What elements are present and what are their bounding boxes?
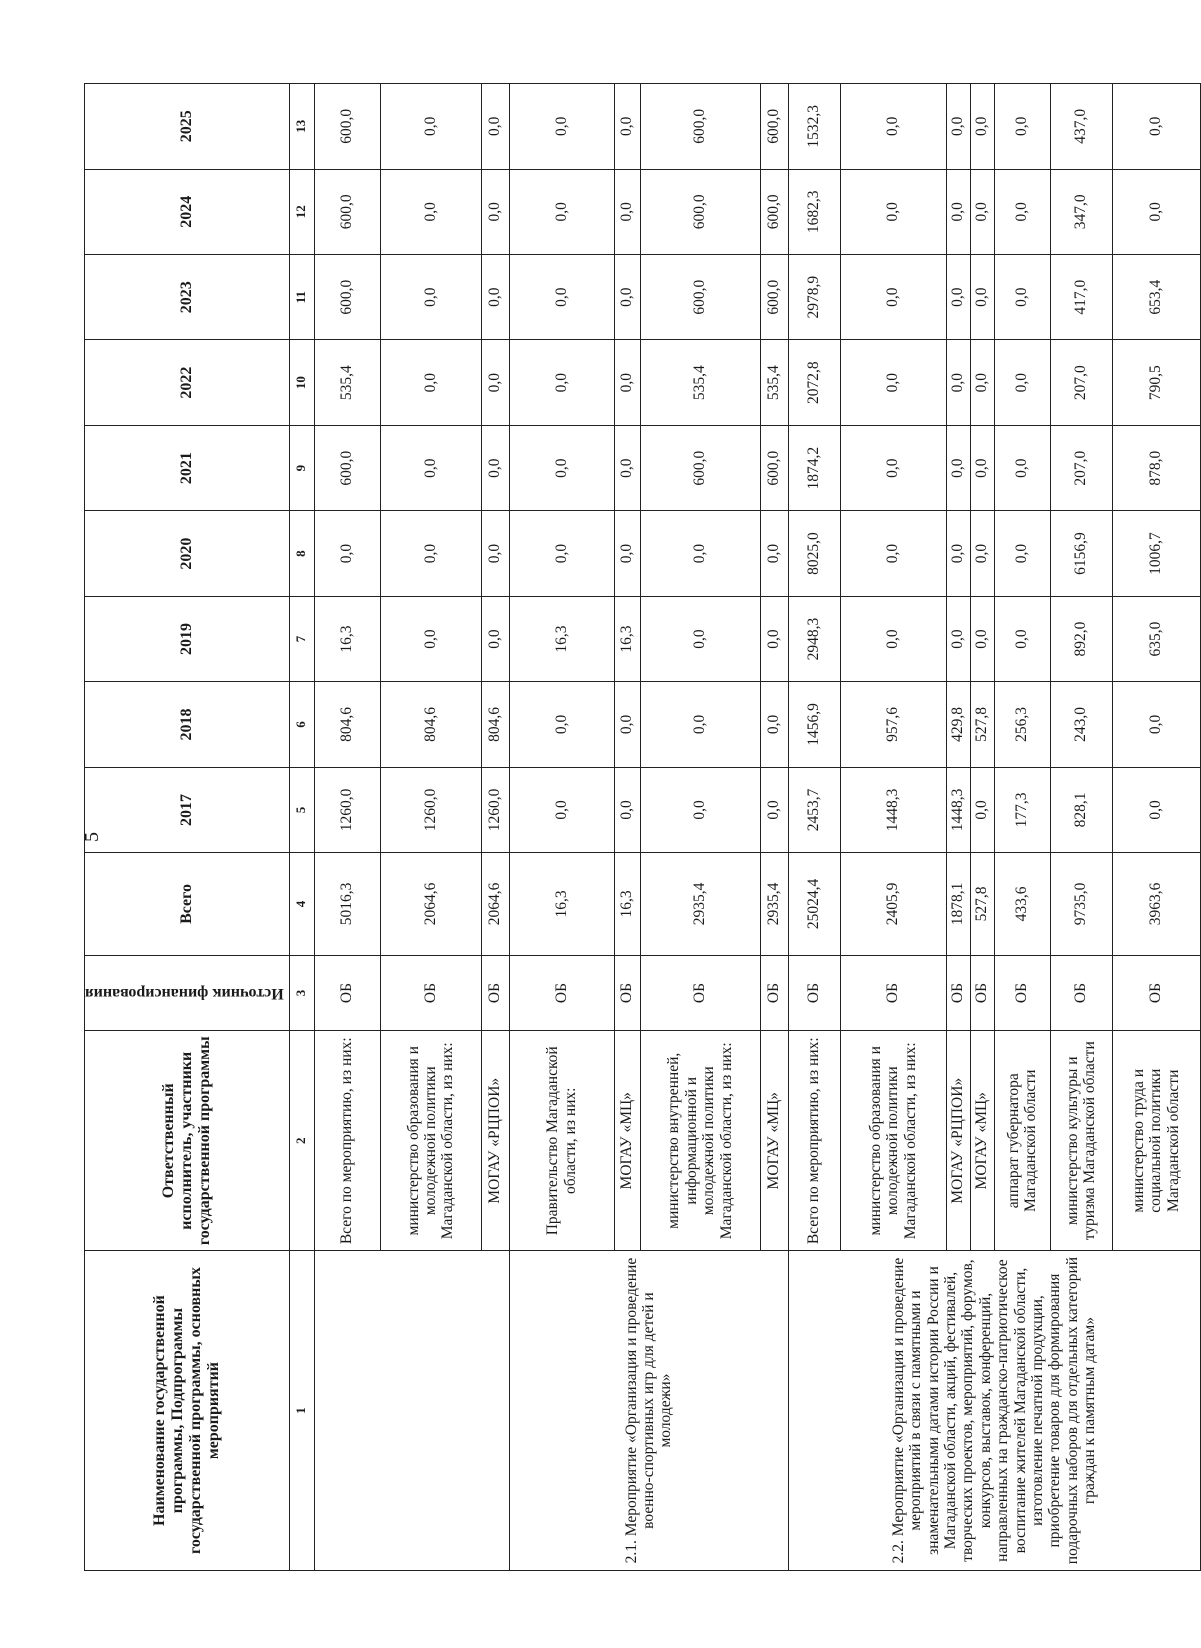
year-value-cell: 804,6 (380, 682, 481, 767)
year-value-cell: 0,0 (1112, 767, 1200, 852)
total-cell: 1878,1 (946, 853, 970, 956)
responsible-cell: министерство культуры и туризма Магаданской области (1050, 1031, 1112, 1251)
source-cell: ОБ (614, 955, 640, 1031)
rotated-table-container (84, 83, 1182, 1571)
year-value-cell: 0,0 (994, 254, 1050, 339)
year-value-cell: 0,0 (509, 84, 614, 170)
year-value-cell: 1682,3 (788, 169, 840, 254)
year-value-cell: 0,0 (640, 682, 760, 767)
year-value-cell: 1532,3 (788, 84, 840, 170)
header-year: 2024 (85, 169, 290, 254)
year-value-cell: 8025,0 (788, 511, 840, 596)
year-value-cell: 0,0 (481, 340, 509, 425)
year-value-cell: 0,0 (640, 511, 760, 596)
year-value-cell: 0,0 (614, 425, 640, 510)
total-cell: 433,6 (994, 853, 1050, 956)
column-number: 8 (289, 511, 314, 596)
responsible-cell: МОГАУ «РЦПОИ» (946, 1031, 970, 1251)
year-value-cell: 653,4 (1112, 254, 1200, 339)
year-value-cell: 0,0 (760, 682, 788, 767)
year-value-cell: 0,0 (509, 340, 614, 425)
year-value-cell: 0,0 (946, 425, 970, 510)
year-value-cell: 0,0 (509, 254, 614, 339)
responsible-cell: Всего по мероприятию, из них: (788, 1031, 840, 1251)
page-number: 5 (81, 832, 103, 842)
year-value-cell: 0,0 (1112, 84, 1200, 170)
total-cell: 16,3 (509, 853, 614, 956)
year-value-cell: 0,0 (946, 84, 970, 170)
year-value-cell: 0,0 (760, 767, 788, 852)
year-value-cell: 0,0 (840, 340, 946, 425)
header-year: 2017 (85, 767, 290, 852)
year-value-cell: 828,1 (1050, 767, 1112, 852)
source-cell: ОБ (314, 955, 380, 1031)
header-source (85, 955, 290, 1031)
year-value-cell: 0,0 (994, 596, 1050, 681)
total-cell: 5016,3 (314, 853, 380, 956)
responsible-cell: министерство образования и молодежной политики Магаданской области, из них: (840, 1031, 946, 1251)
year-value-cell: 0,0 (481, 254, 509, 339)
total-cell: 2064,6 (380, 853, 481, 956)
year-value-cell: 0,0 (481, 425, 509, 510)
year-value-cell: 2948,3 (788, 596, 840, 681)
column-number: 9 (289, 425, 314, 510)
header-year: 2019 (85, 596, 290, 681)
year-value-cell: 635,0 (1112, 596, 1200, 681)
year-value-cell: 535,4 (640, 340, 760, 425)
year-value-cell: 2453,7 (788, 767, 840, 852)
year-value-cell: 0,0 (614, 169, 640, 254)
year-value-cell: 16,3 (314, 596, 380, 681)
year-value-cell: 600,0 (314, 84, 380, 170)
responsible-cell: Правительство Магаданской области, из них: (509, 1031, 614, 1251)
source-cell: ОБ (788, 955, 840, 1031)
year-value-cell: 1260,0 (380, 767, 481, 852)
responsible-cell: министерство образования и молодежной политики Магаданской области, из них: (380, 1031, 481, 1251)
year-value-cell: 417,0 (1050, 254, 1112, 339)
year-value-cell: 790,5 (1112, 340, 1200, 425)
year-value-cell: 243,0 (1050, 682, 1112, 767)
program-name-cell (314, 1251, 509, 1571)
year-value-cell: 0,0 (994, 169, 1050, 254)
financing-table (84, 83, 1201, 1571)
responsible-cell: аппарат губернатора Магаданской области (994, 1031, 1050, 1251)
year-value-cell: 0,0 (840, 425, 946, 510)
year-value-cell: 1456,9 (788, 682, 840, 767)
table-body (314, 84, 1200, 1571)
program-name-cell (509, 1251, 788, 1571)
header-source-text: Источник финансирования (85, 985, 284, 1002)
year-value-cell: 600,0 (640, 169, 760, 254)
year-value-cell: 0,0 (614, 767, 640, 852)
year-value-cell: 0,0 (1112, 682, 1200, 767)
total-cell: 2064,6 (481, 853, 509, 956)
year-value-cell: 957,6 (840, 682, 946, 767)
year-value-cell: 347,0 (1050, 169, 1112, 254)
year-value-cell: 0,0 (840, 596, 946, 681)
year-value-cell: 527,8 (970, 682, 994, 767)
year-value-cell: 0,0 (380, 511, 481, 596)
source-cell: ОБ (760, 955, 788, 1031)
table-row (314, 84, 380, 1571)
responsible-cell: МОГАУ «МЦ» (970, 1031, 994, 1251)
column-number: 13 (289, 84, 314, 170)
program-name-text: 2.1. Мероприятие «Организация и проведение военно-спортивных игр для детей и молодежи» (622, 1257, 675, 1564)
year-value-cell: 0,0 (946, 254, 970, 339)
rotated-table-frame (84, 83, 1182, 1571)
year-value-cell: 0,0 (614, 340, 640, 425)
year-value-cell: 0,0 (970, 254, 994, 339)
year-value-cell: 1874,2 (788, 425, 840, 510)
year-value-cell: 600,0 (640, 425, 760, 510)
source-cell: ОБ (970, 955, 994, 1031)
total-cell: 9735,0 (1050, 853, 1112, 956)
year-value-cell: 0,0 (614, 511, 640, 596)
year-value-cell: 0,0 (380, 254, 481, 339)
header-row (85, 84, 290, 1571)
year-value-cell: 0,0 (380, 340, 481, 425)
year-value-cell: 535,4 (314, 340, 380, 425)
year-value-cell: 0,0 (946, 340, 970, 425)
year-value-cell: 207,0 (1050, 340, 1112, 425)
year-value-cell: 0,0 (994, 84, 1050, 170)
responsible-cell: МОГАУ «МЦ» (614, 1031, 640, 1251)
year-value-cell: 535,4 (760, 340, 788, 425)
year-value-cell: 0,0 (970, 84, 994, 170)
year-value-cell: 0,0 (994, 340, 1050, 425)
total-cell: 527,8 (970, 853, 994, 956)
year-value-cell: 600,0 (760, 169, 788, 254)
year-value-cell: 429,8 (946, 682, 970, 767)
responsible-cell: министерство внутренней, информационной и молодежной политики Магаданской области, из них: (640, 1031, 760, 1251)
total-cell: 2405,9 (840, 853, 946, 956)
year-value-cell: 600,0 (314, 169, 380, 254)
header-responsible: Ответственный исполнитель, участники государственной программы (85, 1031, 290, 1251)
year-value-cell: 0,0 (760, 596, 788, 681)
total-cell: 2935,4 (760, 853, 788, 956)
year-value-cell: 0,0 (1112, 169, 1200, 254)
source-cell: ОБ (946, 955, 970, 1031)
header-total: Всего (85, 853, 290, 956)
year-value-cell: 0,0 (640, 767, 760, 852)
year-value-cell: 0,0 (970, 425, 994, 510)
year-value-cell: 0,0 (614, 254, 640, 339)
column-number: 2 (289, 1031, 314, 1251)
year-value-cell: 1260,0 (314, 767, 380, 852)
column-number: 1 (289, 1251, 314, 1571)
year-value-cell: 0,0 (840, 84, 946, 170)
year-value-cell: 0,0 (380, 169, 481, 254)
header-year: 2021 (85, 425, 290, 510)
year-value-cell: 0,0 (970, 596, 994, 681)
responsible-cell: министерство труда и социальной политики Магаданской области (1112, 1031, 1200, 1251)
year-value-cell: 177,3 (994, 767, 1050, 852)
year-value-cell: 0,0 (640, 596, 760, 681)
year-value-cell: 0,0 (760, 511, 788, 596)
year-value-cell: 0,0 (614, 84, 640, 170)
source-cell: ОБ (640, 955, 760, 1031)
year-value-cell: 6156,9 (1050, 511, 1112, 596)
year-value-cell: 1448,3 (946, 767, 970, 852)
year-value-cell: 0,0 (380, 425, 481, 510)
source-cell: ОБ (1112, 955, 1200, 1031)
year-value-cell: 0,0 (970, 767, 994, 852)
column-number: 12 (289, 169, 314, 254)
table-row (788, 84, 840, 1571)
table-row (509, 84, 614, 1571)
year-value-cell: 0,0 (380, 84, 481, 170)
year-value-cell: 0,0 (946, 169, 970, 254)
year-value-cell: 256,3 (994, 682, 1050, 767)
header-year: 2023 (85, 254, 290, 339)
column-number-row (289, 84, 314, 1571)
responsible-cell: МОГАУ «РЦПОИ» (481, 1031, 509, 1251)
year-value-cell: 0,0 (481, 596, 509, 681)
year-value-cell: 1006,7 (1112, 511, 1200, 596)
year-value-cell: 0,0 (614, 682, 640, 767)
header-year: 2018 (85, 682, 290, 767)
header-program-name: Наименование государственной программы, Подпрограммы государственной программы, основных мероприятий (85, 1251, 290, 1571)
year-value-cell: 600,0 (314, 425, 380, 510)
year-value-cell: 0,0 (481, 169, 509, 254)
year-value-cell: 0,0 (314, 511, 380, 596)
column-number: 10 (289, 340, 314, 425)
year-value-cell: 207,0 (1050, 425, 1112, 510)
year-value-cell: 16,3 (509, 596, 614, 681)
year-value-cell: 0,0 (481, 511, 509, 596)
total-cell: 2935,4 (640, 853, 760, 956)
year-value-cell: 804,6 (314, 682, 380, 767)
header-year: 2022 (85, 340, 290, 425)
year-value-cell: 16,3 (614, 596, 640, 681)
year-value-cell: 0,0 (946, 596, 970, 681)
year-value-cell: 878,0 (1112, 425, 1200, 510)
source-cell: ОБ (840, 955, 946, 1031)
year-value-cell: 0,0 (970, 340, 994, 425)
total-cell: 25024,4 (788, 853, 840, 956)
year-value-cell: 0,0 (840, 169, 946, 254)
year-value-cell: 0,0 (994, 511, 1050, 596)
year-value-cell: 600,0 (314, 254, 380, 339)
year-value-cell: 0,0 (509, 767, 614, 852)
program-name-text: 2.2. Мероприятие «Организация и проведение мероприятий в связи с памятными и знаменательными датами истории России и Магаданской области, акций, фестивалей, творческих проектов, мероприятий, форумов, конкурсов, выставок, конференций, направленных на гражданско-патриотическое воспитание жителей Магаданской области, изготовление печатной продукции, приобретение товаров для формирования подарочных наборов для отдельных категорий граждан к памятным датам» (890, 1256, 1098, 1565)
source-cell: ОБ (481, 955, 509, 1031)
responsible-cell: Всего по мероприятию, из них: (314, 1031, 380, 1251)
year-value-cell: 0,0 (970, 169, 994, 254)
source-cell: ОБ (1050, 955, 1112, 1031)
year-value-cell: 0,0 (840, 511, 946, 596)
year-value-cell: 0,0 (840, 254, 946, 339)
year-value-cell: 0,0 (509, 169, 614, 254)
column-number: 3 (289, 955, 314, 1031)
source-cell: ОБ (994, 955, 1050, 1031)
year-value-cell: 600,0 (640, 254, 760, 339)
year-value-cell: 600,0 (760, 254, 788, 339)
year-value-cell: 892,0 (1050, 596, 1112, 681)
year-value-cell: 0,0 (946, 511, 970, 596)
header-year: 2020 (85, 511, 290, 596)
column-number: 6 (289, 682, 314, 767)
column-number: 7 (289, 596, 314, 681)
year-value-cell: 1448,3 (840, 767, 946, 852)
source-cell: ОБ (509, 955, 614, 1031)
total-cell: 16,3 (614, 853, 640, 956)
program-name-cell (788, 1251, 1200, 1571)
responsible-cell: МОГАУ «МЦ» (760, 1031, 788, 1251)
year-value-cell: 1260,0 (481, 767, 509, 852)
year-value-cell: 2072,8 (788, 340, 840, 425)
year-value-cell: 437,0 (1050, 84, 1112, 170)
year-value-cell: 0,0 (509, 511, 614, 596)
year-value-cell: 2978,9 (788, 254, 840, 339)
year-value-cell: 600,0 (760, 425, 788, 510)
header-year: 2025 (85, 84, 290, 170)
year-value-cell: 0,0 (380, 596, 481, 681)
year-value-cell: 0,0 (994, 425, 1050, 510)
year-value-cell: 804,6 (481, 682, 509, 767)
year-value-cell: 0,0 (509, 682, 614, 767)
column-number: 11 (289, 254, 314, 339)
total-cell: 3963,6 (1112, 853, 1200, 956)
year-value-cell: 0,0 (481, 84, 509, 170)
year-value-cell: 600,0 (640, 84, 760, 170)
column-number: 4 (289, 853, 314, 956)
year-value-cell: 0,0 (970, 511, 994, 596)
column-number: 5 (289, 767, 314, 852)
year-value-cell: 600,0 (760, 84, 788, 170)
source-cell: ОБ (380, 955, 481, 1031)
year-value-cell: 0,0 (509, 425, 614, 510)
